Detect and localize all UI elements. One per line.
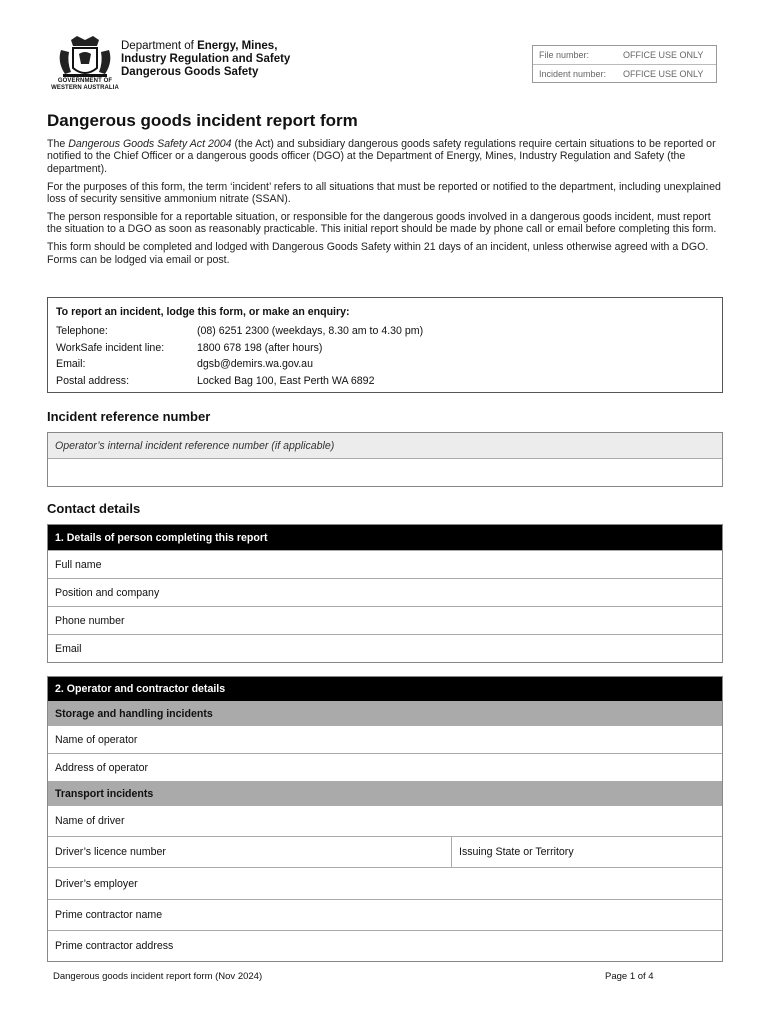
intro-paragraph-3: The person responsible for a reportable situation, or responsible for the dangerous goods involved in a dangerous goods incident, must report the situation to a DGO as soon as reasonably practicable. This initial report should be made by phone call or email before completing this form. bbox=[47, 211, 717, 236]
prime-contractor-name-field[interactable]: Prime contractor name bbox=[48, 899, 722, 930]
footer-page-number: Page 1 of 4 bbox=[605, 971, 654, 982]
incident-reference-heading: Incident reference number bbox=[47, 409, 211, 424]
email-link[interactable]: dgsb@demirs.wa.gov.au bbox=[197, 358, 313, 370]
intro-text bbox=[47, 138, 727, 272]
licence-row bbox=[48, 836, 722, 867]
section-2-header: 2. Operator and contractor details bbox=[48, 677, 722, 701]
operator-details-table bbox=[47, 676, 723, 962]
office-use-box bbox=[532, 45, 717, 83]
intro-paragraph-2: For the purposes of this form, the term ‘incident’ refers to all situations that must be reported or notified to the department, including unexplained loss of security sensitive ammonium nitrate (SSAN). bbox=[47, 180, 721, 206]
file-number-row: File number: OFFICE USE ONLY bbox=[533, 46, 716, 64]
full-name-field[interactable]: Full name bbox=[48, 550, 722, 578]
page-title: Dangerous goods incident report form bbox=[47, 111, 358, 130]
intro-paragraph-1: The Dangerous Goods Safety Act 2004 (the Act) and subsidiary dangerous goods safety regulations require certain situations to be reported or notified to the Chief Officer or a dangerous goods officer (DGO) at the Department of Energy, Mines, Industry Regulation and Safety (the department). bbox=[47, 138, 716, 175]
contact-row-email: Email: dgsb@demirs.wa.gov.au bbox=[56, 356, 714, 373]
storage-handling-heading: Storage and handling incidents bbox=[48, 701, 722, 725]
contact-row-worksafe: WorkSafe incident line: 1800 678 198 (after hours) bbox=[56, 341, 323, 354]
transport-incidents-heading: Transport incidents bbox=[48, 781, 722, 805]
incident-reference-table bbox=[47, 432, 723, 487]
issuing-state-field[interactable]: Issuing State or Territory bbox=[459, 846, 574, 858]
contact-row-telephone: Telephone: (08) 6251 2300 (weekdays, 8.30 am to 4.30 pm) bbox=[56, 325, 424, 337]
section-1-header: 1. Details of person completing this report bbox=[48, 525, 722, 550]
contact-row-postal: Postal address: Locked Bag 100, East Perth WA 6892 bbox=[56, 374, 375, 387]
incident-reference-input[interactable] bbox=[48, 458, 722, 486]
operator-name-field[interactable]: Name of operator bbox=[48, 725, 722, 753]
prime-contractor-address-field[interactable]: Prime contractor address bbox=[48, 930, 722, 961]
department-name: Department of Energy, Mines, Industry Regulation and Safety Dangerous Goods Safety bbox=[121, 40, 291, 78]
contact-box-title: To report an incident, lodge this form, or make an enquiry: bbox=[56, 306, 350, 318]
incident-number-row: Incident number: OFFICE USE ONLY bbox=[533, 64, 716, 82]
footer-form-title: Dangerous goods incident report form (Nov 2024) bbox=[53, 971, 263, 982]
operator-address-field[interactable]: Address of operator bbox=[48, 753, 722, 781]
contact-details-heading: Contact details bbox=[47, 501, 141, 516]
position-company-field[interactable]: Position and company bbox=[48, 578, 722, 606]
intro-paragraph-4: This form should be completed and lodged with Dangerous Goods Safety within 21 days of an incident, unless otherwise agreed with a DGO. Forms can be lodged via email or post. bbox=[47, 241, 709, 266]
incident-number-field: OFFICE USE ONLY bbox=[623, 68, 704, 79]
driver-name-field[interactable]: Name of driver bbox=[48, 805, 722, 836]
driver-employer-field[interactable]: Driver’s employer bbox=[48, 867, 722, 899]
email-field[interactable]: Email bbox=[48, 634, 722, 662]
incident-reference-label: Operator’s internal incident reference number (if applicable) bbox=[48, 433, 722, 458]
licence-number-field[interactable]: Driver’s licence number bbox=[48, 837, 452, 867]
phone-number-field[interactable]: Phone number bbox=[48, 606, 722, 634]
file-number-field: OFFICE USE ONLY bbox=[623, 50, 704, 60]
contact-info-box bbox=[47, 297, 723, 393]
person-details-table bbox=[47, 524, 723, 663]
government-label: GOVERNMENT OF WESTERN AUSTRALIA bbox=[51, 78, 119, 91]
